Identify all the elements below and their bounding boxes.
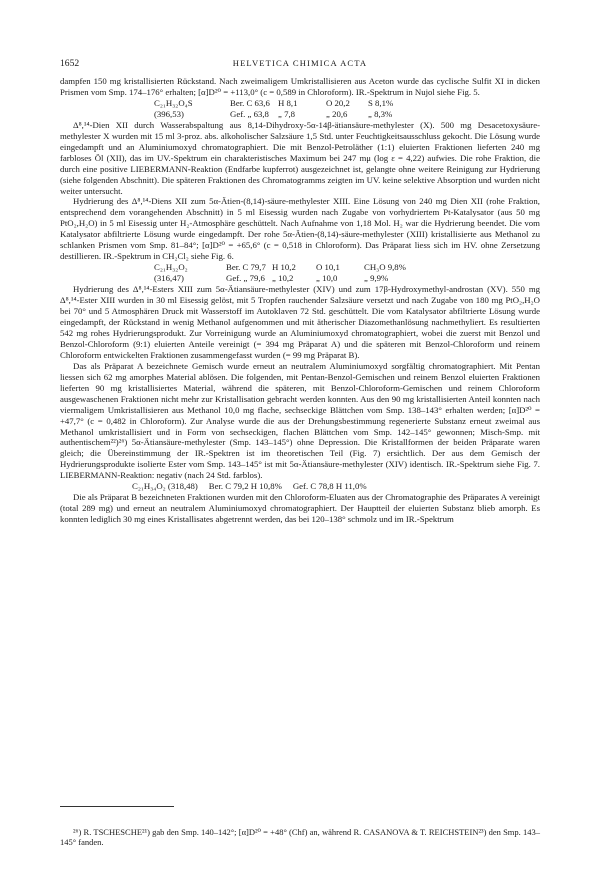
paragraph: Hydrierung des Δ⁸,¹⁴-Diens XII zum 5α-Ätien-(8,14)-säure-methylester XIII. Eine Lösung von 240 mg Dien XII (rohe Fraktion, entsprechend dem vorangehenden Abschnitt) in 5 ml Eisessig wurden nach Zugabe von vorhydriertem Pt-Katalysator (aus 50 mg PtO₂,H₂O) in 5 ml Eisessig unter H₂-Atmosphäre geschüttelt. Nach Aufnahme von 1,18 Mol. H₂ war die Hydrierung beendet. Die vom Katalysator abfiltrierte Lösung wurde eingedampft. Der rohe 5α-Ätien-(8,14)-säure-methylester (XIII) kristallisierte aus Methanol zu schlanken Prismen vom Smp. 81–84°; [α]D²⁰ = +65,6° (c = 0,518 in Chloroform). Das Präparat liess sich im HV. ohne Zersetzung destillieren. IR.-Spektrum in CH₂Cl₂ siehe Fig. 6. [60, 196, 540, 262]
analysis-mw: (396,53) [154, 108, 184, 119]
body-text [60, 76, 540, 525]
analysis-block [154, 262, 540, 284]
analysis-found: „ 10,0 [316, 273, 338, 284]
analysis-found: „ 10,2 [272, 273, 294, 284]
page [60, 0, 540, 888]
analysis-block [132, 481, 540, 492]
analysis-found: Gef. „ 79,6 [226, 273, 265, 284]
analysis-calc: Ber. C 79,2 H 10,8% [208, 481, 282, 492]
analysis-found: „ 7,8 [278, 108, 296, 119]
analysis-calc: H 8,1 [278, 97, 298, 108]
paragraph: Δ⁸,¹⁴-Dien XII durch Wasserabspaltung aus 8,14-Dihydroxy-5α-14β-ätiansäure-methylester (X). 500 mg Desacetoxysäure-methylester X wurden mit 15 ml 3-proz. abs. alkoholischer Salzsäure 1,5 Std. unter Feuchtigkeitsausschluss gekocht. Die Lösung wurde eingedampft und an Aluminiumoxyd chromatographiert. Die mit Benzol-Petroläther (1:1) eluierten Fraktionen lieferten 240 mg farbloses Öl (XII), das im UV.-Spektrum ein charakteristisches Maximum bei 247 mμ (log ε = 4,22) aufwies. Die rohe Fraktion, die durch eine positive LIEBERMANN-Reaktion (Endfarbe kupferrot) ausgezeichnet ist, gelangte ohne weitere Reinigung zur Hydrierung (siehe folgenden Abschnitt). Die späteren Fraktionen des Chromatogramms zeigten im UV. keine selektive Absorption und wurden nicht weiter untersucht. [60, 119, 540, 196]
analysis-calc: H 10,2 [272, 262, 296, 273]
footnote: ²⁶) R. TSCHESCHE²¹) gab den Smp. 140–142°; [α]D²⁰ = +48° (Chf) an, während R. CASANOVA & T. REICHSTEIN²³) den Smp. 143–145° fanden. [60, 826, 540, 848]
paragraph: Das als Präparat A bezeichnete Gemisch wurde erneut an neutralem Aluminiumoxyd sorgfältig chromatographiert. Mit Pentan liessen sich 62 mg amorphes Material ablösen. Die folgenden, mit Pentan-Benzol-Gemischen und reinem Benzol eluierten Fraktionen lieferten 90 mg kristallisiertes Material, während die späteren, mit Benzol-Chloroform-Gemischen und reinem Chloroform ausgewaschenen Fraktionen nicht mehr zur Kristallisation gebracht werden konnten. Aus den 90 mg kristallisierten Anteil konnten nach viermaligem Umkristallisieren aus Methanol 10,0 mg flache, sechseckige Blättchen vom Smp. 138–143° erhalten werden; [α]D²⁰ = +47,7° (c = 0,482 in Chloroform). Zur Analyse wurde die aus der Drehungsbestimmung regenerierte Substanz erneut zweimal aus Methanol umkristallisiert und in Form von sechseckigen, flachen Blättchen vom Smp. 142–145° gewonnen; Misch-Smp. mit authentischem²²)²⁶) 5α-Ätiansäure-methylester (Smp. 143–145°) ohne Depression. Die Kristallformen der beiden Präparate waren gleich; die Übereinstimmung der IR.-Spektren ist im theoretischen Teil (Fig. 7) ersichtlich. Der aus dem Gemisch der Hydrierungsprodukte isolierte Ester vom Smp. 143–145° ist mit 5α-Ätiansäure-methylester (XIV) identisch. IR.-Spektrum siehe Fig. 7. LIEBERMANN-Reaktion: negativ (nach 24 Std. farblos). [60, 360, 540, 481]
running-header [60, 58, 540, 72]
analysis-found: „ 20,6 [326, 108, 348, 119]
analysis-calc: Ber. C 63,6 [230, 97, 270, 108]
paragraph: Die als Präparat B bezeichneten Fraktionen wurden mit den Chloroform-Eluaten aus der Chromatographie des Präparates A vereinigt (total 289 mg) und erneut an neutralem Aluminiumoxyd chromatographiert. Der Hauptteil der eluierten Substanz blieb amorph. Es konnten lediglich 30 mg eines Kristallisates abgetrennt werden, das bei 120–138° schmolz und im IR.-Spektrum [60, 492, 540, 525]
analysis-found: „ 9,9% [364, 273, 389, 284]
analysis-calc: CH₃O 9,8% [364, 262, 406, 273]
paragraph: dampfen 150 mg kristallisierten Rückstand. Nach zweimaligem Umkristallisieren aus Aceton wurde das cyclische Sulfit XI in dicken Prismen vom Smp. 174–176° erhalten; [α]D²⁰ = +113,0° (c = 0,589 in Chloroform). IR.-Spektrum in Nujol siehe Fig. 5. [60, 76, 540, 97]
analysis-block [154, 98, 540, 120]
journal-title: HELVETICA CHIMICA ACTA [232, 58, 368, 68]
analysis-found: Gef. C 78,8 H 11,0% [292, 481, 367, 492]
analysis-calc: S 8,1% [368, 97, 394, 108]
analysis-formula: C₂₁H₃₄O₂ (318,48) [132, 481, 198, 492]
analysis-formula: C₂₁H₃₂O₂ [154, 262, 188, 273]
analysis-calc: O 20,2 [326, 97, 350, 108]
paragraph: Hydrierung des Δ⁸,¹⁴-Esters XIII zum 5α-Ätiansäure-methylester (XIV) und zum 17β-Hydroxymethyl-androstan (XV). 550 mg Δ⁸,¹⁴-Ester XIII wurden in 30 ml Eisessig gelöst, mit 5 Tropfen rauchender Salzsäure versetzt und nach Zugabe von 180 mg PtO₂,H₂O bei 70° und 5 Atmosphären Druck mit Wasserstoff im Autoklaven 72 Std. geschüttelt. Die vom Katalysator abfiltrierte Lösung wurde eingedampft, der Rückstand in wenig Methanol aufgenommen und mit ätherischer Diazomethanlösung nachmethyliert. Es resultierten 542 mg rohes Hydrierungsprodukt. Zur Vorreinigung wurde an Aluminiumoxyd chromatographiert, wobei die zuerst mit Benzol und Benzol-Chloroform (9:1) eluierten Anteile vereinigt (= 394 mg Präparat A) und die späteren mit Benzol-Chloroform und reinem Chloroform entwickelten Fraktionen zusammengefasst wurden (= 99 mg Präparat B). [60, 284, 540, 360]
analysis-found: Gef. „ 63,8 [230, 108, 269, 119]
analysis-formula: C₂₁H₃₂O₄S [154, 97, 193, 108]
analysis-found: „ 8,3% [368, 108, 393, 119]
analysis-mw: (316,47) [154, 273, 184, 284]
footnote-divider [60, 806, 174, 807]
analysis-calc: O 10,1 [316, 262, 340, 273]
page-number: 1652 [60, 58, 80, 69]
analysis-calc: Ber. C 79,7 [226, 262, 266, 273]
